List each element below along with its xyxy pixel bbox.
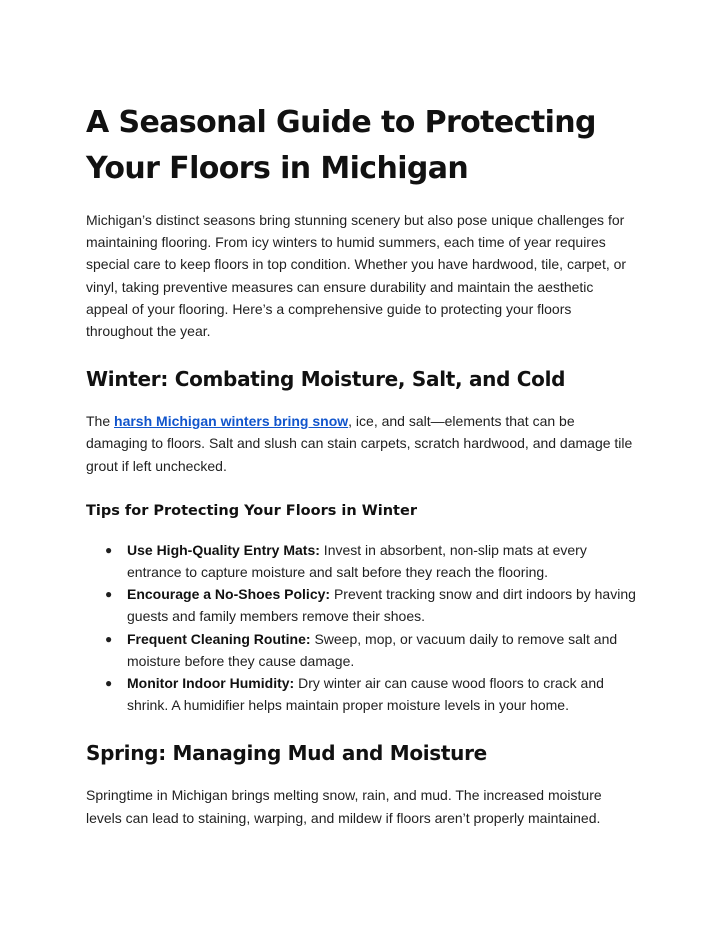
winter-text-before: The: [86, 413, 115, 430]
document-page: [86, 100, 636, 829]
bullet-icon: ●: [105, 587, 113, 602]
winter-snow-link[interactable]: harsh Michigan winters bring snow: [114, 413, 349, 430]
tip-text: Dry winter air can cause wood floors to crack and shrink. A humidifier helps maintain proper moisture levels in your home.: [127, 675, 604, 714]
list-item: [86, 583, 636, 627]
winter-text-after: , ice, and salt—elements that can be damaging to floors. Salt and slush can stain carpets, scratch hardwood, and damage tile grout if left unchecked.: [86, 413, 633, 474]
tip-label: Use High-Quality Entry Mats:: [127, 541, 320, 558]
tip-text: Invest in absorbent, non-slip mats at every entrance to capture moisture and salt before they reach the flooring.: [127, 541, 587, 581]
winter-heading: Winter: Combating Moisture, Salt, and Cold: [86, 367, 566, 392]
winter-tips-heading: Tips for Protecting Your Floors in Winter: [86, 502, 417, 519]
winter-paragraph: [86, 410, 636, 477]
winter-tips-list: [86, 539, 636, 717]
bullet-icon: ●: [105, 631, 113, 646]
tip-label: Monitor Indoor Humidity:: [127, 675, 295, 692]
spring-heading: Spring: Managing Mud and Moisture: [86, 741, 487, 766]
bullet-icon: ●: [105, 676, 113, 691]
list-item: [86, 539, 636, 583]
spring-paragraph: Springtime in Michigan brings melting snow, rain, and mud. The increased moisture levels can lead to staining, warping, and mildew if floors aren’t properly maintained.: [86, 787, 602, 826]
tip-label: Encourage a No-Shoes Policy:: [127, 586, 331, 603]
page-title: A Seasonal Guide to Protecting Your Floors in Michigan: [86, 105, 596, 186]
tip-text: Prevent tracking snow and dirt indoors by having guests and family members remove their shoes.: [127, 586, 636, 625]
list-item: [86, 672, 636, 716]
bullet-icon: ●: [105, 542, 113, 557]
list-item: [86, 628, 636, 672]
tip-text: Sweep, mop, or vacuum daily to remove salt and moisture before they cause damage.: [127, 630, 618, 669]
tip-label: Frequent Cleaning Routine:: [127, 630, 311, 647]
intro-paragraph: Michigan’s distinct seasons bring stunning scenery but also pose unique challenges for maintaining flooring. From icy winters to humid summers, each time of year requires special care to keep floors in top condition. Whether you have hardwood, tile, carpet, or vinyl, taking preventive measures can ensure durability and maintain the aesthetic appeal of your flooring. Here’s a comprehensive guide to protecting your floors throughout the year.: [86, 212, 627, 340]
